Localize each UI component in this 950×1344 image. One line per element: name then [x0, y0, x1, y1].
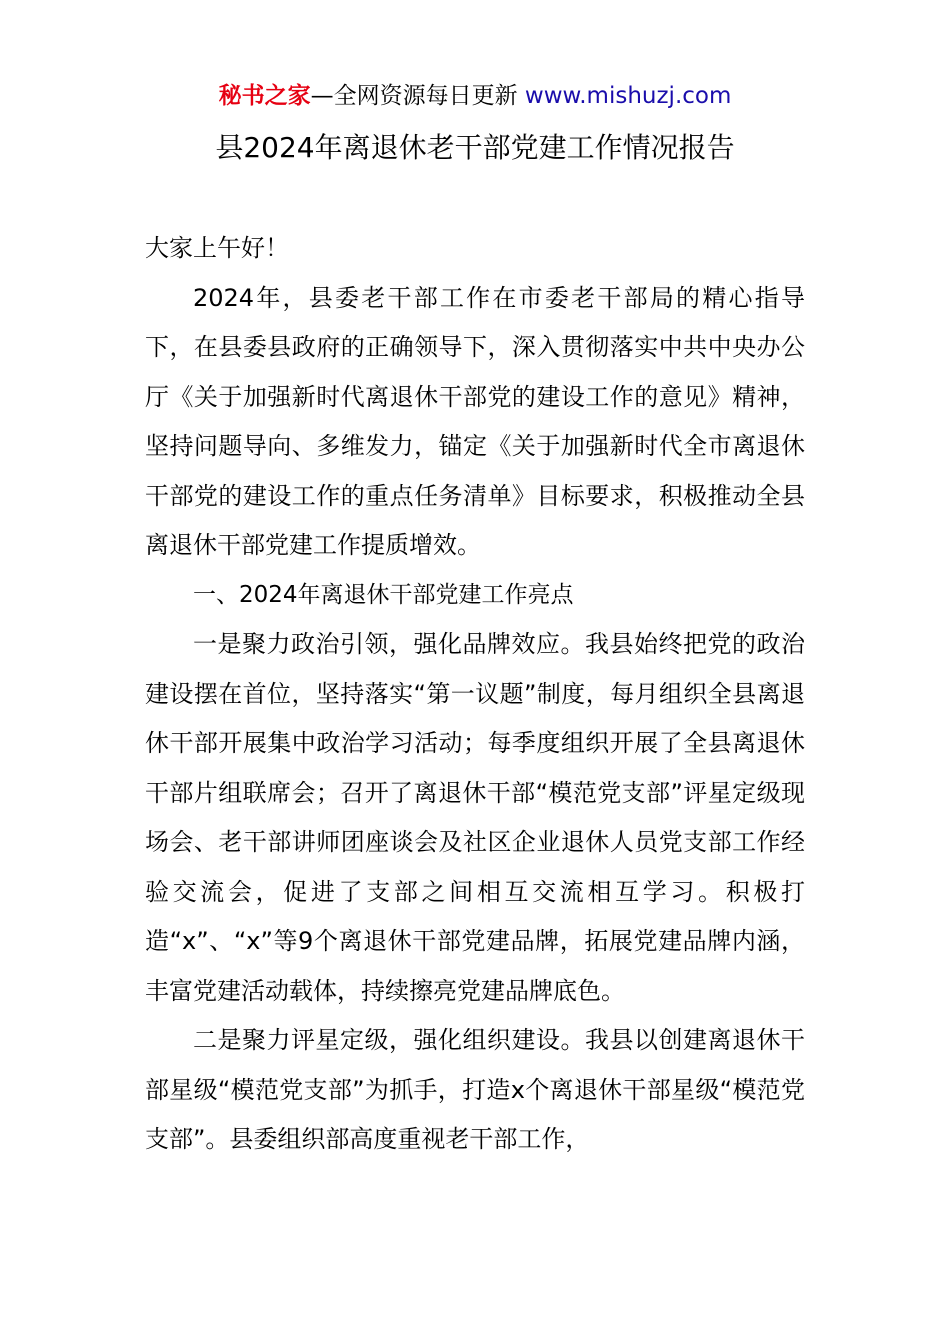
greeting: 大家上午好！ [145, 234, 289, 262]
site-tagline: —全网资源每日更新 [310, 83, 518, 109]
paragraph-intro: 2024年，县委老干部工作在市委老干部局的精心指导下，在县委县政府的正确领导下，深入贯彻落实中共中央办公厅《关于加强新时代离退休干部党的建设工作的意见》精神，坚持问题导向、多维发力，锚定《关于加强新时代全市离退休干部党的建设工作的重点任务清单》目标要求，积极推动全县离退休干部党建工作提质增效。 [145, 283, 805, 559]
site-brand: 秘书之家 [218, 83, 311, 109]
site-url-link[interactable]: www.mishuzj.com [524, 83, 732, 109]
site-header [0, 80, 950, 112]
paragraph-rating: 二是聚力评星定级，强化组织建设。我县以创建离退休干部星级“模范党支部”为抓手，打造x个离退休干部星级“模范党支部”。县委组织部高度重视老干部工作， [145, 1026, 805, 1153]
section-heading: 一、2024年离退休干部党建工作亮点 [193, 581, 574, 608]
document-body [145, 224, 805, 1165]
document-title: 县2024年离退休老干部党建工作情况报告 [215, 131, 735, 164]
paragraph-political: 一是聚力政治引领，强化品牌效应。我县始终把党的政治建设摆在首位，坚持落实“第一议题”制度，每月组织全县离退休干部开展集中政治学习活动；每季度组织开展了全县离退休干部片组联席会；召开了离退休干部“模范党支部”评星定级现场会、老干部讲师团座谈会及社区企业退休人员党支部工作经验交流会，促进了支部之间相互交流相互学习。积极打造“x”、“x”等9个离退休干部党建品牌，拓展党建品牌内涵，丰富党建活动载体，持续擦亮党建品牌底色。 [145, 630, 805, 1005]
